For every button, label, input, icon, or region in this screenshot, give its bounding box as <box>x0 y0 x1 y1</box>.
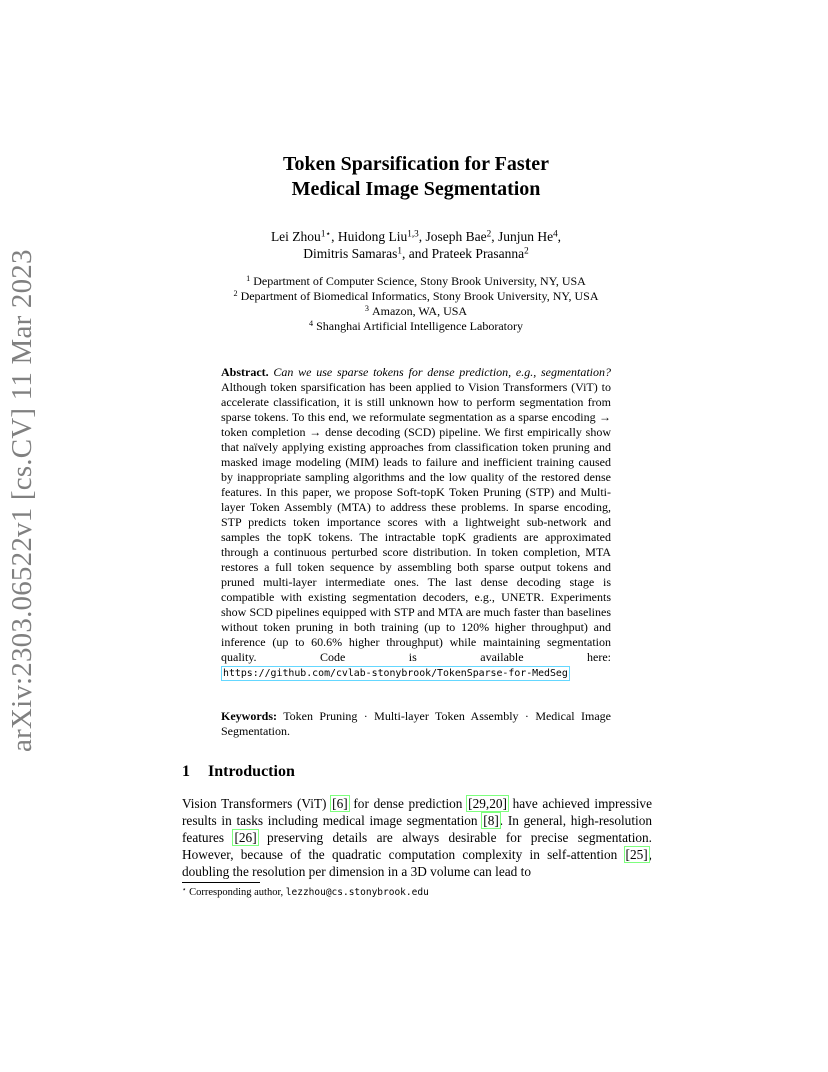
affiliation-text: Department of Computer Science, Stony Brook University, NY, USA <box>253 274 586 288</box>
author-affiliation-mark: 4 <box>553 228 558 239</box>
title-line-1: Token Sparsification for Faster <box>282 153 550 175</box>
intro-text: preserving details are always desirable for precise segmentation. However, because of the quadratic computation complexity in self-attention <box>182 830 653 862</box>
intro-text: Vision Transformers (ViT) <box>182 796 332 811</box>
footnote-mark: ⋆ <box>182 885 187 894</box>
title-line-2: Medical Image Segmentation <box>291 178 541 200</box>
citation-link[interactable]: [26] <box>234 830 257 845</box>
affiliation <box>180 304 652 319</box>
author-line-1: Lei Zhou$^{1⋆}$, Huidong Liu$^{1,3}$, Joseph Bae$^2$, Junjun He$^4$, <box>270 228 562 244</box>
affiliation <box>180 289 652 304</box>
abstract-question: Can we use sparse tokens for dense prediction, e.g., segmentation? <box>273 365 611 379</box>
affiliation-text: Department of Biomedical Informatics, Stony Brook University, NY, USA <box>240 289 599 303</box>
paper-title <box>180 152 652 202</box>
author-name: Lei Zhou <box>270 229 321 244</box>
intro-text: have achieved impressive results in tasks including medical image segmentation <box>182 796 652 828</box>
affiliation-text: Shanghai Artificial Intelligence Laboratory <box>316 319 523 333</box>
affiliation-mark: 3 <box>364 303 369 313</box>
keywords-text: Token Pruning · Multi-layer Token Assembly · Medical Image Segmentation. <box>221 709 612 738</box>
author-name: Prateek Prasanna <box>431 246 525 261</box>
citation-link[interactable]: [29,20] <box>468 796 507 811</box>
section-number: 1 <box>182 763 190 780</box>
author-name: Junjun He <box>497 229 554 244</box>
arxiv-identifier: arXiv:2303.06522v1 [cs.CV] 11 Mar 2023 <box>6 249 38 752</box>
section-heading <box>182 762 295 782</box>
footnote-divider <box>182 882 260 883</box>
affiliation-mark: 2 <box>233 288 238 298</box>
abstract <box>221 365 611 681</box>
author-email[interactable]: lezzhou@cs.stonybrook.edu <box>285 887 429 898</box>
affiliation <box>180 274 652 289</box>
author-affiliation-mark: 2 <box>524 245 529 256</box>
citation-link[interactable]: [6] <box>332 796 348 811</box>
introduction-paragraph <box>182 795 652 880</box>
author-name: Huidong Liu <box>337 229 408 244</box>
footnote <box>182 886 429 899</box>
author-name: Joseph Bae <box>425 229 487 244</box>
keywords-label: Keywords: <box>221 709 277 723</box>
author-line-2: Dimitris Samaras$^1$, and Prateek Prasanna$^2$ <box>303 245 529 261</box>
intro-text: for dense prediction <box>348 796 468 811</box>
author-affiliation-mark: 1⋆ <box>320 228 332 239</box>
footnote-text: Corresponding author, <box>189 887 286 898</box>
section-title: Introduction <box>208 763 295 780</box>
intro-text: , doubling the resolution per dimension in a 3D volume can lead to <box>182 847 652 879</box>
affiliation-mark: 4 <box>308 318 314 328</box>
code-repository-link[interactable]: https://github.com/cvlab-stonybrook/TokenSparse-for-MedSeg <box>223 668 568 679</box>
author-affiliation-mark: 1 <box>397 245 402 256</box>
citation-link[interactable]: [8] <box>483 813 499 828</box>
affiliation <box>180 319 652 334</box>
author-conjunction: and <box>408 246 429 261</box>
affiliation-text: Amazon, WA, USA <box>371 304 468 318</box>
affiliation-mark: 1 <box>246 273 251 283</box>
author-list <box>180 228 652 262</box>
intro-text: . In general, high-resolution features <box>182 813 653 845</box>
affiliation-list <box>180 274 652 334</box>
citation-link[interactable]: [25] <box>625 847 648 862</box>
keywords <box>221 709 611 739</box>
author-affiliation-mark: 2 <box>486 228 492 239</box>
abstract-body: Although token sparsification has been applied to Vision Transformers (ViT) to accelerate classification, it is still unknown how to perform segmentation from sparse tokens. To this end, we reformulate segmentation as a sparse encoding → token completion → dense decoding (SCD) pipeline. We first empirically show that naïvely applying existing approaches from classification token pruning and masked image modeling (MIM) leads to failure and inefficient training caused by inappropriate sampling algorithms and the low quality of the restored dense features. In this paper, we propose Soft-topK Token Pruning (STP) and Multi-layer Token Assembly (MTA) to address these problems. In sparse encoding, STP predicts token importance scores with a lightweight sub-network and samples the topK tokens. The intractable topK gradients are approximated through a continuous perturbed score distribution. In token completion, MTA restores a full token sequence by assembling both sparse output tokens and pruned multi-layer intermediate ones. The last dense decoding stage is compatible with existing segmentation decoders, e.g., UNETR. Experiments show SCD pipelines equipped with STP and MTA are much faster than baselines without token pruning in both training (up to 120% higher throughput) and inference (up to 60.6% higher throughput) while maintaining segmentation quality. Code is available here: <box>221 380 611 664</box>
abstract-label: Abstract. <box>221 365 269 379</box>
author-name: Dimitris Samaras <box>303 246 398 261</box>
author-affiliation-mark: 1,3 <box>407 228 419 239</box>
